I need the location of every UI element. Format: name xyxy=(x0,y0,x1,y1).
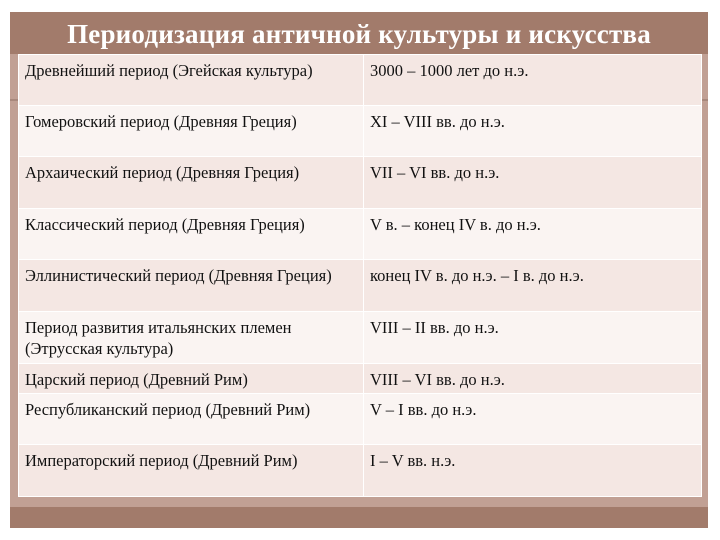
table-row xyxy=(19,55,702,106)
table-row xyxy=(19,312,702,364)
periodization-table xyxy=(18,54,702,497)
dates-cell: конец IV в. до н.э. – I в. до н.э. xyxy=(364,260,702,312)
period-cell: Древнейший период (Эгейская культура) xyxy=(19,55,364,106)
dates-cell: XI – VIII вв. до н.э. xyxy=(364,106,702,157)
period-cell: Гомеровский период (Древняя Греция) xyxy=(19,106,364,157)
table-row xyxy=(19,394,702,445)
table-row xyxy=(19,364,702,394)
slide-title: Периодизация античной культуры и искусства xyxy=(67,19,651,49)
period-cell: Республиканский период (Древний Рим) xyxy=(19,394,364,445)
table-row xyxy=(19,157,702,209)
dates-cell: VIII – VI вв. до н.э. xyxy=(364,364,702,394)
bottom-strip xyxy=(10,507,708,528)
period-cell: Императорский период (Древний Рим) xyxy=(19,445,364,497)
period-cell: Эллинистический период (Древняя Греция) xyxy=(19,260,364,312)
table-row xyxy=(19,106,702,157)
dates-cell: I – V вв. н.э. xyxy=(364,445,702,497)
dates-cell: V в. – конец IV в. до н.э. xyxy=(364,209,702,260)
dates-cell: VII – VI вв. до н.э. xyxy=(364,157,702,209)
dates-cell: 3000 – 1000 лет до н.э. xyxy=(364,55,702,106)
dates-cell: V – I вв. до н.э. xyxy=(364,394,702,445)
period-cell: Классический период (Древняя Греция) xyxy=(19,209,364,260)
table-row xyxy=(19,260,702,312)
table-row xyxy=(19,445,702,497)
dates-cell: VIII – II вв. до н.э. xyxy=(364,312,702,364)
period-cell: Архаический период (Древняя Греция) xyxy=(19,157,364,209)
period-cell: Период развития итальянских племен (Этрусская культура) xyxy=(19,312,364,364)
period-cell: Царский период (Древний Рим) xyxy=(19,364,364,394)
table-row xyxy=(19,209,702,260)
